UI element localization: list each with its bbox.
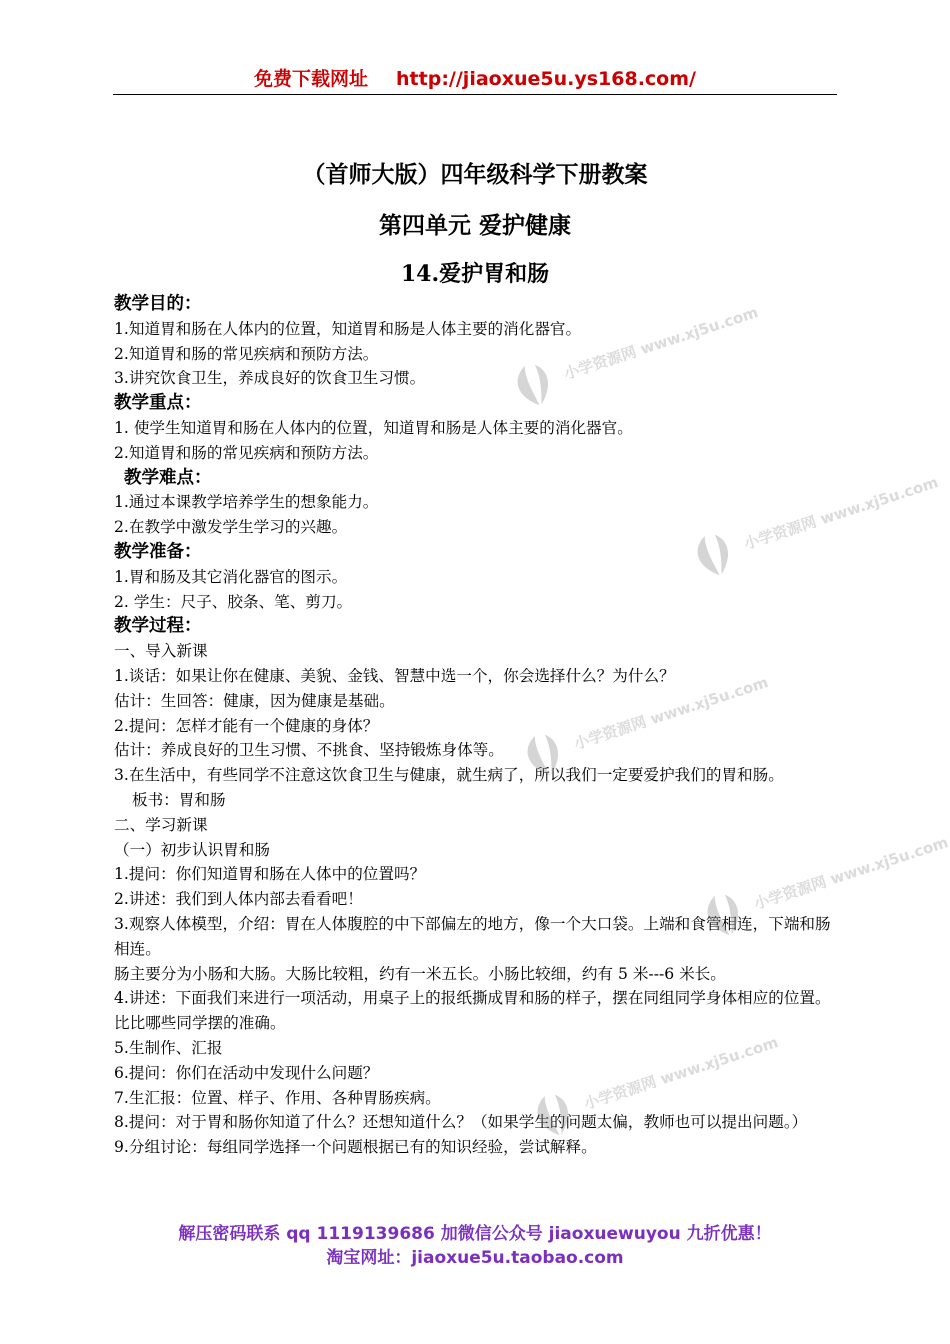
process-item: 5.生制作、汇报 [114, 1038, 223, 1057]
footer-shop-link[interactable]: 淘宝网址：jiaoxue5u.taobao.com [326, 1248, 624, 1268]
watermark-cn: 小学资源网 [741, 512, 819, 553]
process-item: 估计：生回答：健康，因为健康是基础。 [114, 691, 395, 710]
process-item: 6.提问：你们在活动中发现什么问题？ [114, 1063, 379, 1082]
process-item: 1.谈话：如果让你在健康、美貌、金钱、智慧中选一个，你会选择什么？为什么？ [114, 666, 675, 685]
board-note: 板书：胃和肠 [132, 790, 226, 809]
process-item: 4.讲述：下面我们来进行一项活动，用桌子上的报纸撕成胃和肠的样子，摆在同组同学身体相应的位置。比比哪些同学摆的准确。 [114, 989, 831, 1033]
key-item: 2.知道胃和肠的常见疾病和预防方法。 [114, 443, 379, 462]
lesson-title: 14.爱护胃和肠 [400, 261, 550, 287]
process-item: 7.生汇报：位置、样子、作用、各种胃肠疾病。 [114, 1088, 441, 1107]
watermark-url: www.xj5u.com [638, 303, 761, 359]
process-item: 8.提问：对于胃和肠你知道了什么？还想知道什么？（如果学生的问题太偏，教师也可以提出问题。） [114, 1113, 808, 1132]
prep-heading: 教学准备： [114, 541, 202, 562]
unit-title: 第四单元 爱护健康 [378, 212, 571, 239]
watermark-cn: 小学资源网 [751, 872, 829, 913]
watermark-cn: 小学资源网 [561, 342, 639, 383]
prep-item: 1.胃和肠及其它消化器官的图示。 [114, 567, 348, 586]
watermark-cn: 小学资源网 [581, 1072, 659, 1113]
process-item: 二、学习新课 [114, 815, 208, 834]
difficulty-heading: 教学难点： [124, 467, 212, 488]
watermark-url: www.xj5u.com [818, 473, 941, 529]
document-title: （首师大版）四年级科学下册教案 [302, 161, 648, 188]
watermark-url: www.xj5u.com [658, 1033, 781, 1089]
key-heading: 教学重点： [114, 393, 202, 414]
process-item: 2.提问：怎样才能有一个健康的身体？ [114, 716, 379, 735]
process-item: 3.观察人体模型，介绍：胃在人体腹腔的中下部偏左的地方，像一个大口袋。上端和食管相连，下端和肠相连。 [114, 914, 831, 958]
process-item: 一、导入新课 [114, 642, 208, 661]
watermark-url: www.xj5u.com [828, 833, 950, 889]
difficulty-item: 2.在教学中激发学生学习的兴趣。 [114, 518, 348, 537]
process-item: 2.讲述：我们到人体内部去看看吧！ [114, 890, 363, 909]
footer-contact: 解压密码联系 qq 1119139686 加微信公众号 jiaoxuewuyou 九折优惠！ [178, 1224, 772, 1244]
header-url-link[interactable]: http://jiaoxue5u.ys168.com/ [396, 68, 696, 90]
process-item: 9.分组讨论：每组同学选择一个问题根据已有的知识经验，尝试解释。 [114, 1138, 597, 1157]
process-item: 1.提问：你们知道胃和肠在人体中的位置吗？ [114, 865, 426, 884]
watermark-cn: 小学资源网 [571, 712, 649, 753]
process-item: 估计：养成良好的卫生习惯、不挑食、坚持锻炼身体等。 [114, 741, 504, 760]
process-item: 肠主要分为小肠和大肠。大肠比较粗，约有一米五长。小肠比较细，约有 5 米---6 米长。 [114, 964, 726, 983]
lesson-content [114, 292, 838, 1160]
page-header [113, 64, 837, 95]
process-item: （一）初步认识胃和肠 [114, 840, 270, 859]
goal-item: 3.讲究饮食卫生，养成良好的饮食卫生习惯。 [114, 369, 426, 388]
goals-heading: 教学目的： [114, 294, 202, 314]
process-heading: 教学过程： [114, 616, 202, 637]
process-item: 3.在生活中，有些同学不注意这饮食卫生与健康，就生病了，所以我们一定要爱护我们的胃和肠。 [114, 766, 784, 785]
difficulty-item: 1.通过本课教学培养学生的想象能力。 [114, 493, 379, 512]
header-label: 免费下载网址 [254, 68, 369, 90]
watermark-url: www.xj5u.com [648, 673, 771, 729]
goal-item: 1.知道胃和肠在人体内的位置，知道胃和肠是人体主要的消化器官。 [114, 319, 582, 338]
goal-item: 2.知道胃和肠的常见疾病和预防方法。 [114, 344, 379, 363]
prep-item: 2. 学生：尺子、胶条、笔、剪刀。 [114, 592, 353, 611]
key-item: 1. 使学生知道胃和肠在人体内的位置，知道胃和肠是人体主要的消化器官。 [114, 418, 633, 437]
